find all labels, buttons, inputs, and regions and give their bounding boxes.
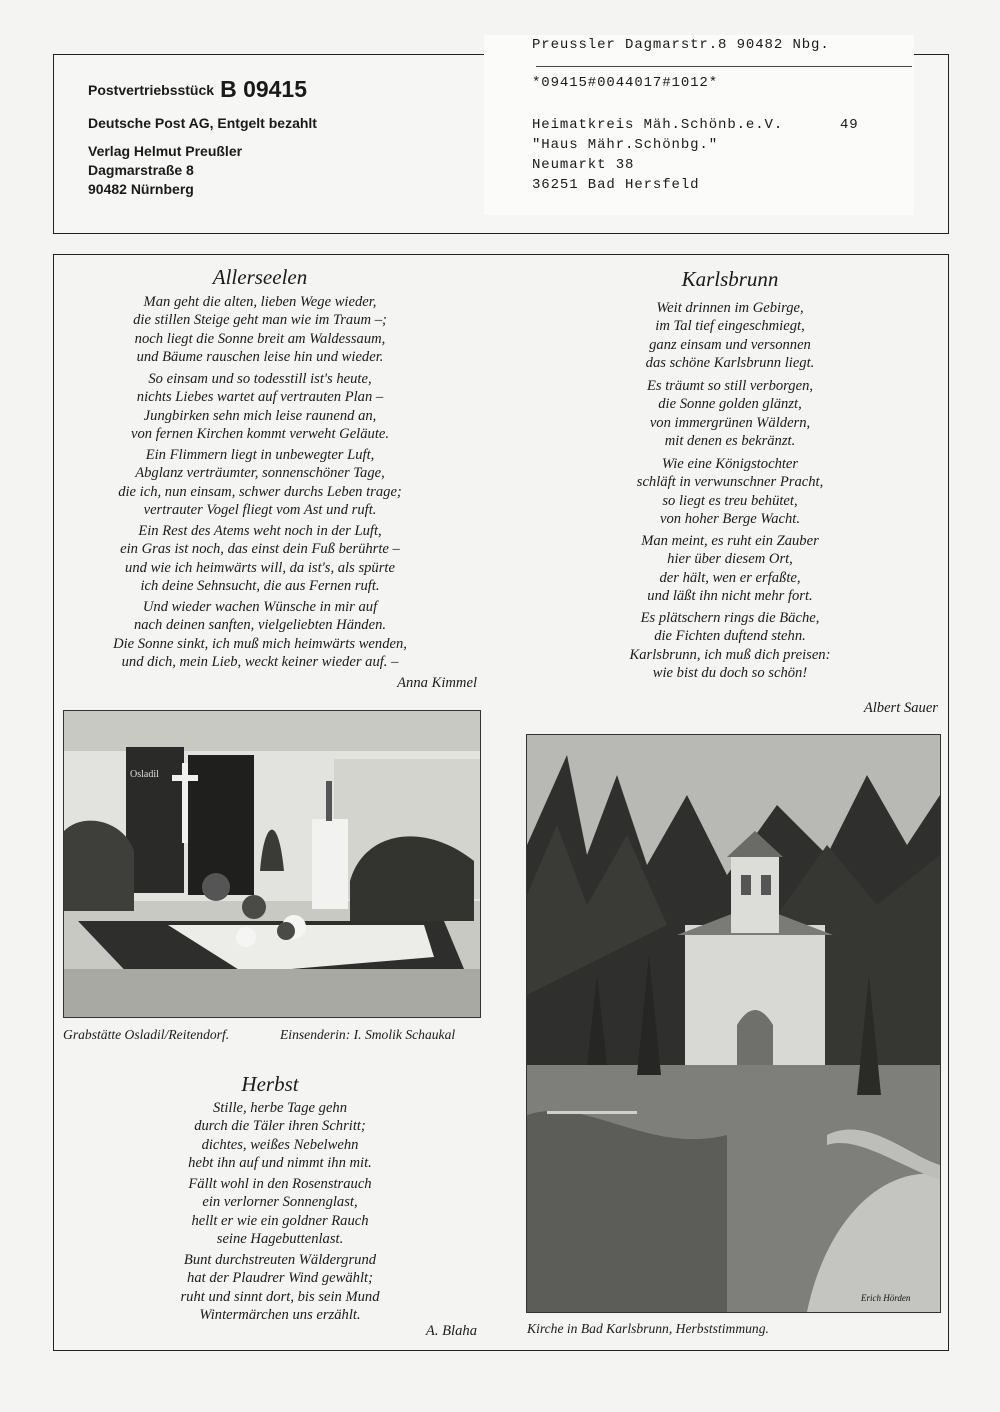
grave-photo [63, 710, 481, 1018]
stanza-text: So einsam und so todesstill ist's heute, nichts Liebes wartet auf vertrauten Plan – Jungbirken sehn mich leise raunend an, von fernen Kirchen kommt verweht Geläute. [130, 371, 390, 442]
stanza-text: Wie eine Königstochter schläft in verwunschner Pracht, so liegt es treu behütet, von hoher Berge Wacht. [636, 456, 824, 527]
painting-signature: Erich Hörden [861, 1293, 911, 1303]
sender-title: Postvertriebsstück [88, 82, 215, 98]
label-recipient-line3: Neumarkt 38 [532, 157, 635, 173]
karlsbrunn-stanza-1 [560, 299, 900, 372]
poem-title-herbst: Herbst [241, 1072, 299, 1096]
label-recipient-number: 49 [840, 117, 859, 133]
label-recipient-line1: Heimatkreis Mäh.Schönb.e.V. [532, 117, 784, 133]
grave-photo-image [64, 711, 480, 1017]
sender-city: 90482 Nürnberg [88, 181, 194, 197]
label-return-address: Preussler Dagmarstr.8 90482 Nbg. [532, 37, 830, 53]
stanza-text: Ein Flimmern liegt in unbewegter Luft, Abglanz verträumter, sonnenschöner Tage, die ich, nun einsam, schwer durchs Leben trage; vertrauter Vogel fliegt vom Ast und ruft. [118, 447, 402, 518]
stone-inscription: Osladil [130, 769, 159, 780]
label-recipient-line4: 36251 Bad Hersfeld [532, 177, 700, 193]
herbst-stanza-1 [100, 1099, 460, 1172]
address-label [484, 35, 914, 215]
stanza-text: Stille, herbe Tage gehn durch die Täler ihren Schritt; dichtes, weißes Nebelwehn hebt ihn auf und nimmt ihn mit. [188, 1100, 372, 1171]
karlsbrunn-author: Albert Sauer [863, 700, 938, 716]
sender-number: B 09415 [220, 76, 308, 102]
poem-title-karlsbrunn: Karlsbrunn [681, 267, 779, 291]
herbst-author: A. Blaha [425, 1323, 477, 1339]
label-code: *09415#0044017#1012* [532, 75, 719, 91]
herbst-stanza-3 [100, 1251, 460, 1324]
stanza-text: Weit drinnen im Gebirge, im Tal tief eingeschmiegt, ganz einsam und versonnen das schöne Karlsbrunn liegt. [645, 300, 815, 371]
church-painting-image [527, 735, 940, 1312]
sender-postage: Deutsche Post AG, Entgelt bezahlt [88, 115, 317, 131]
stanza-text: Es plätschern rings die Bäche, die Fichten duftend stehn. Karlsbrunn, ich muß dich preisen: wie bist du doch so schön! [629, 610, 831, 681]
karlsbrunn-stanza-2 [560, 377, 900, 450]
sender-publisher: Verlag Helmut Preußler [88, 143, 243, 159]
karlsbrunn-stanza-5 [560, 609, 900, 682]
allerseelen-stanza-1 [70, 293, 450, 366]
allerseelen-stanza-5 [70, 598, 450, 671]
label-divider [536, 66, 912, 67]
karlsbrunn-stanza-3 [560, 455, 900, 528]
label-recipient-line2: "Haus Mähr.Schönbg." [532, 137, 719, 153]
stanza-text: Und wieder wachen Wünsche in mir auf nach deinen sanften, vielgeliebten Händen. Die Sonne sinkt, ich muß mich heimwärts wenden, und dich, mein Lieb, weckt keiner wieder auf. – [113, 599, 407, 670]
stanza-text: Ein Rest des Atems weht noch in der Luft, ein Gras ist noch, das einst dein Fuß berührte – und wie ich heimwärts will, da ist's, als spürte ich deine Sehnsucht, die aus Fernen ruft. [120, 523, 400, 594]
stanza-text: Man meint, es ruht ein Zauber hier über diesem Ort, der hält, wen er erfaßte, und läßt ihn nicht mehr fort. [641, 533, 819, 604]
allerseelen-stanza-3 [70, 446, 450, 519]
herbst-stanza-2 [100, 1175, 460, 1248]
stanza-text: Bunt durchstreuten Wäldergrund hat der Plaudrer Wind gewählt; ruht und sinnt dort, bis sein Mund Wintermärchen uns erzählt. [180, 1252, 380, 1323]
allerseelen-author: Anna Kimmel [397, 675, 477, 691]
postvertrieb-line [88, 76, 308, 102]
stanza-text: Es träumt so still verborgen, die Sonne golden glänzt, von immergrünen Wäldern, mit denen es bekränzt. [646, 378, 814, 449]
stanza-text: Fällt wohl in den Rosenstrauch ein verlorner Sonnenglast, hellt er wie ein goldner Rauch seine Hagebuttenlast. [188, 1176, 372, 1247]
allerseelen-stanza-4 [70, 522, 450, 595]
stanza-text: Man geht die alten, lieben Wege wieder, die stillen Steige geht man wie im Traum –; noch liegt die Sonne breit am Waldessaum, und Bäume rauschen leise hin und wieder. [133, 294, 387, 365]
sender-street: Dagmarstraße 8 [88, 162, 194, 178]
mailing-header [53, 37, 949, 234]
allerseelen-stanza-2 [70, 370, 450, 443]
church-painting [526, 734, 941, 1313]
karlsbrunn-stanza-4 [560, 532, 900, 605]
grave-caption-right: Einsenderin: I. Smolik Schaukal [280, 1027, 456, 1042]
grave-caption-left: Grabstätte Osladil/Reitendorf. [63, 1027, 230, 1042]
church-caption: Kirche in Bad Karlsbrunn, Herbststimmung. [527, 1321, 769, 1336]
poem-title-allerseelen: Allerseelen [212, 265, 308, 289]
